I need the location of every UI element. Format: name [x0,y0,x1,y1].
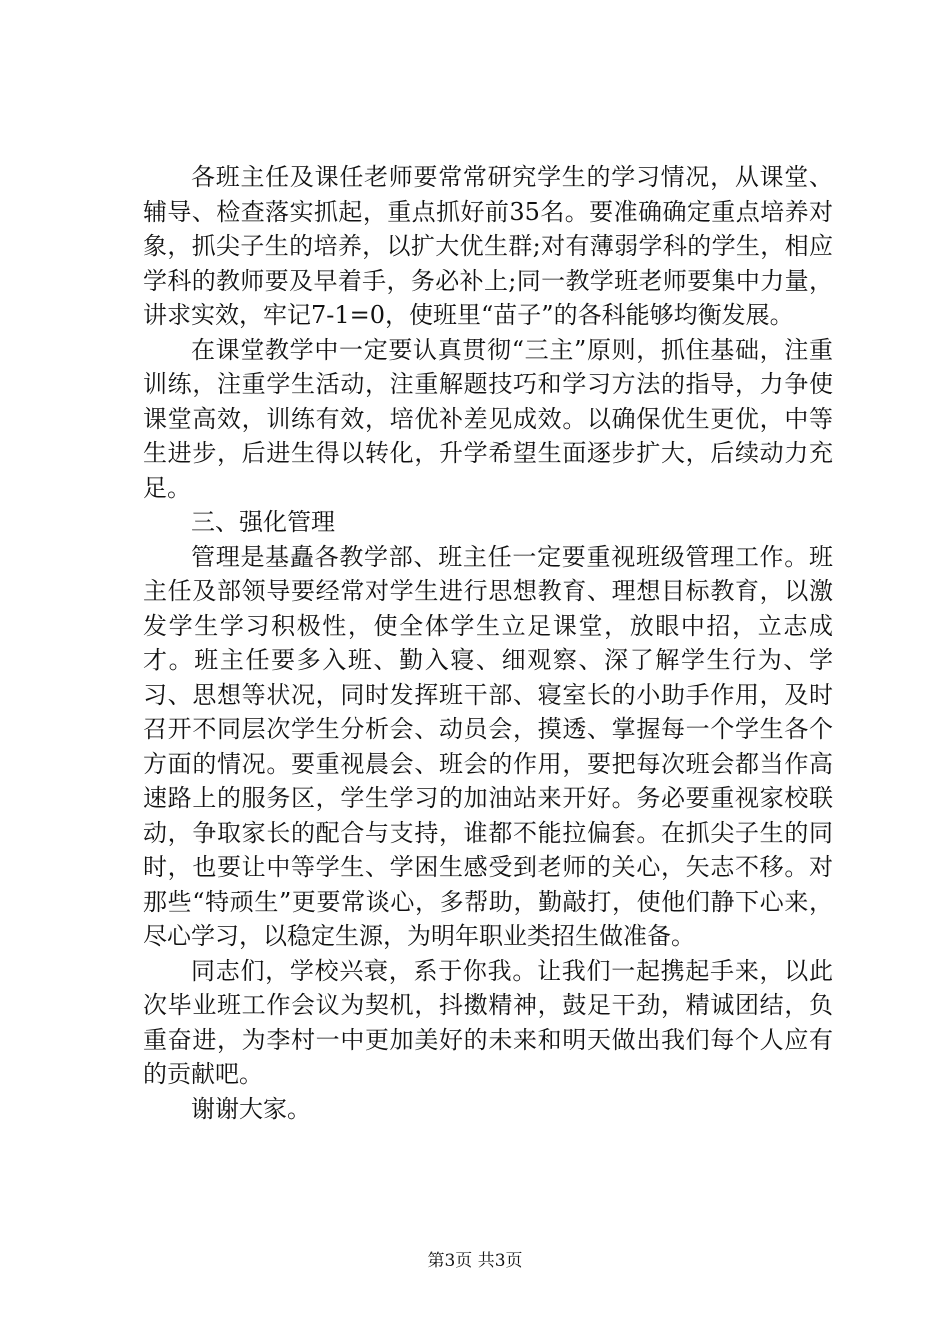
paragraph-4: 同志们，学校兴衰，系于你我。让我们一起携起手来，以此次毕业班工作会议为契机，抖擞精神，鼓足干劲，精诚团结，负重奋进，为李村一中更加美好的未来和明天做出我们每个人应有的贡献吧。 [143,956,833,1088]
document-body [143,160,833,1126]
paragraph-2: 在课堂教学中一定要认真贯彻“三主”原则，抓住基础，注重训练，注重学生活动，注重解题技巧和学习方法的指导，力争使课堂高效，训练有效，培优补差见成效。以确保优生更优，中等生进步，后进生得以转化，升学希望生面逐步扩大，后续动力充足。 [143,335,833,502]
paragraph-3: 管理是基矗各教学部、班主任一定要重视班级管理工作。班主任及部领导要经常对学生进行思想教育、理想目标教育，以激发学生学习积极性，使全体学生立足课堂，放眼中招，立志成才。班主任要多入班、勤入寝、细观察、深了解学生行为、学习、思想等状况，同时发挥班干部、寝室长的小助手作用，及时召开不同层次学生分析会、动员会，摸透、掌握每一个学生各个方面的情况。要重视晨会、班会的作用，要把每次班会都当作高速路上的服务区，学生学习的加油站来开好。务必要重视家校联动，争取家长的配合与支持，谁都不能拉偏套。在抓尖子生的同时，也要让中等学生、学困生感受到老师的关心，矢志不移。对那些“特顽生”更要常谈心，多帮助，勤敲打，使他们静下心来，尽心学习，以稳定生源，为明年职业类招生做准备。 [143,542,833,950]
closing-line: 谢谢大家。 [191,1094,311,1123]
section-heading: 三、强化管理 [191,508,335,536]
paragraph-1: 各班主任及课任老师要常常研究学生的学习情况，从课堂、辅导、检查落实抓起，重点抓好前35名。要准确确定重点培养对象，抓尖子生的培养，以扩大优生群;对有薄弱学科的学生，相应学科的教师要及早着手，务必补上;同一教学班老师要集中力量，讲求实效，牢记7-1=0，使班里“苗子”的各科能够均衡发展。 [143,163,833,329]
page-footer: 第3页 共3页 [427,1251,523,1271]
